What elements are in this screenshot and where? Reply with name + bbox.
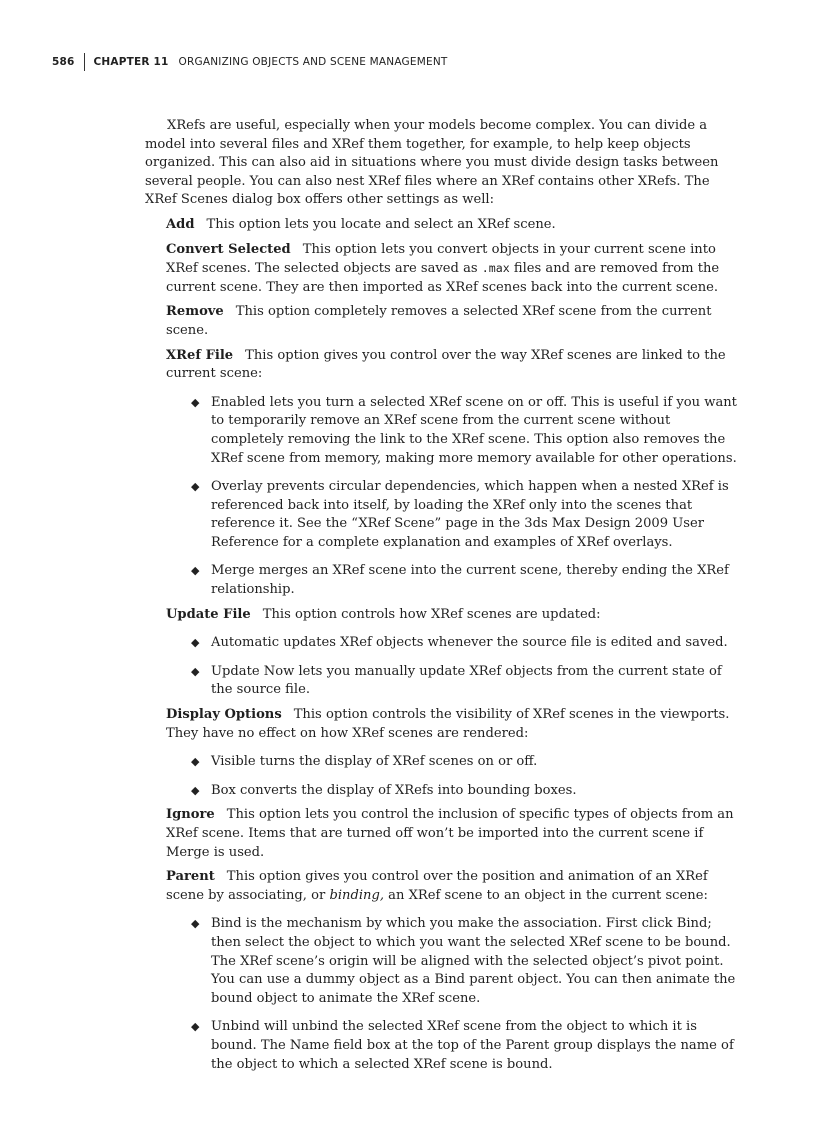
bullet-text: Automatic updates XRef objects whenever the source file is edited and saved. xyxy=(211,635,728,651)
option-ignore xyxy=(145,806,741,862)
option-term: Add xyxy=(166,216,195,232)
list-item xyxy=(191,663,741,700)
emphasis-binding: binding, xyxy=(329,887,384,903)
option-update-file xyxy=(145,606,741,625)
option-description-cont: an XRef scene to an object in the current scene: xyxy=(384,887,708,903)
list-item xyxy=(191,478,741,552)
option-term: Convert Selected xyxy=(166,241,291,257)
chapter-title: ORGANIZING OBJECTS AND SCENE MANAGEMENT xyxy=(178,56,448,68)
bullet-text: Visible turns the display of XRef scenes on or off. xyxy=(211,754,538,770)
list-item xyxy=(191,562,741,599)
list-item xyxy=(191,1018,741,1074)
option-description: This option completely removes a selected XRef scene from the current scene. xyxy=(166,304,712,338)
bullet-text: Box converts the display of XRefs into bounding boxes. xyxy=(211,782,577,798)
display-options-bullet-list xyxy=(145,753,741,800)
page-number: 586 xyxy=(52,56,75,68)
diamond-bullet-icon: ◆ xyxy=(191,480,200,494)
option-description: This option lets you locate and select an XRef scene. xyxy=(206,216,556,232)
bullet-text: Overlay prevents circular dependencies, which happen when a nested XRef is referenced back into itself, by loading the XRef only into the scenes that reference it. See the “XRef Scene” page in the 3ds Max Design 2009 User Reference for a complete explanation and examples of XRef overlays. xyxy=(211,479,729,550)
option-description: This option gives you control over the way XRef scenes are linked to the current scene: xyxy=(166,347,726,382)
option-description-cont: files and are removed from the current scene. They are then imported as XRef scenes back into the current scene. xyxy=(166,261,720,295)
option-description: This option lets you control the inclusion of specific types of objects from an XRef scene. Items that are turned off won’t be imported into the current scene if Merge is used. xyxy=(166,807,734,860)
diamond-bullet-icon: ◆ xyxy=(191,395,200,409)
intro-paragraph: XRefs are useful, especially when your models become complex. You can divide a model into several files and XRef them together, for example, to help keep objects organized. This can also aid in situations where you must divide design tasks between several people. You can also nest XRef files where an XRef contains other XRefs. The XRef Scenes dialog box offers other settings as well: xyxy=(145,118,719,208)
option-term: XRef File xyxy=(166,347,234,363)
code-extension: .max xyxy=(481,261,510,276)
diamond-bullet-icon: ◆ xyxy=(191,755,200,769)
list-item xyxy=(191,634,741,653)
option-display-options xyxy=(145,706,741,743)
diamond-bullet-icon: ◆ xyxy=(191,564,200,578)
option-term: Parent xyxy=(166,869,215,885)
option-remove xyxy=(145,303,741,340)
list-item xyxy=(191,915,741,1008)
xref-file-bullet-list xyxy=(145,394,741,600)
chapter-label: CHAPTER 11 xyxy=(93,56,169,68)
option-term: Ignore xyxy=(166,807,215,823)
option-xref-file xyxy=(145,347,741,384)
diamond-bullet-icon: ◆ xyxy=(191,636,200,650)
option-term: Remove xyxy=(166,304,224,320)
option-add xyxy=(145,216,741,235)
option-description: This option gives you control over the position and animation of an XRef scene by associating, or xyxy=(166,869,708,903)
page-body xyxy=(145,117,741,1074)
option-convert-selected xyxy=(145,241,741,298)
option-term: Display Options xyxy=(166,707,282,723)
option-parent xyxy=(145,868,741,905)
option-description: This option controls how XRef scenes are updated: xyxy=(262,606,601,622)
bullet-text: Bind is the mechanism by which you make the association. First click Bind; then select the object to which you want the selected XRef scene to be bound. The XRef scene’s origin will be aligned with the selected object’s pivot point. You can use a dummy object as a Bind parent object. You can then animate the bound object to animate the XRef scene. xyxy=(211,916,736,1006)
parent-bullet-list xyxy=(145,915,741,1074)
header-divider xyxy=(84,53,85,71)
running-header xyxy=(52,54,448,70)
diamond-bullet-icon: ◆ xyxy=(191,664,200,678)
bullet-text: Merge merges an XRef scene into the current scene, thereby ending the XRef relationship. xyxy=(211,563,729,598)
bullet-text: Unbind will unbind the selected XRef scene from the object to which it is bound. The Name field box at the top of the Parent group displays the name of the object to which a selected XRef scene is bound. xyxy=(211,1019,734,1072)
diamond-bullet-icon: ◆ xyxy=(191,1020,200,1034)
bullet-text: Enabled lets you turn a selected XRef scene on or off. This is useful if you want to temporarily remove an XRef scene from the current scene without completely removing the link to the XRef scene. This option also removes the XRef scene from memory, making more memory available for other operations. xyxy=(211,394,737,466)
option-description: This option lets you convert objects in your current scene into XRef scenes. The selected objects are saved as xyxy=(166,241,716,277)
list-item xyxy=(191,753,741,772)
option-description: This option controls the visibility of XRef scenes in the viewports. They have no effect on how XRef scenes are rendered: xyxy=(166,707,730,741)
diamond-bullet-icon: ◆ xyxy=(191,917,200,931)
diamond-bullet-icon: ◆ xyxy=(191,783,200,797)
update-file-bullet-list xyxy=(145,634,741,700)
bullet-text: Update Now lets you manually update XRef objects from the current state of the source file. xyxy=(211,663,722,698)
list-item xyxy=(191,394,741,468)
list-item xyxy=(191,782,741,801)
option-term: Update File xyxy=(166,606,251,622)
